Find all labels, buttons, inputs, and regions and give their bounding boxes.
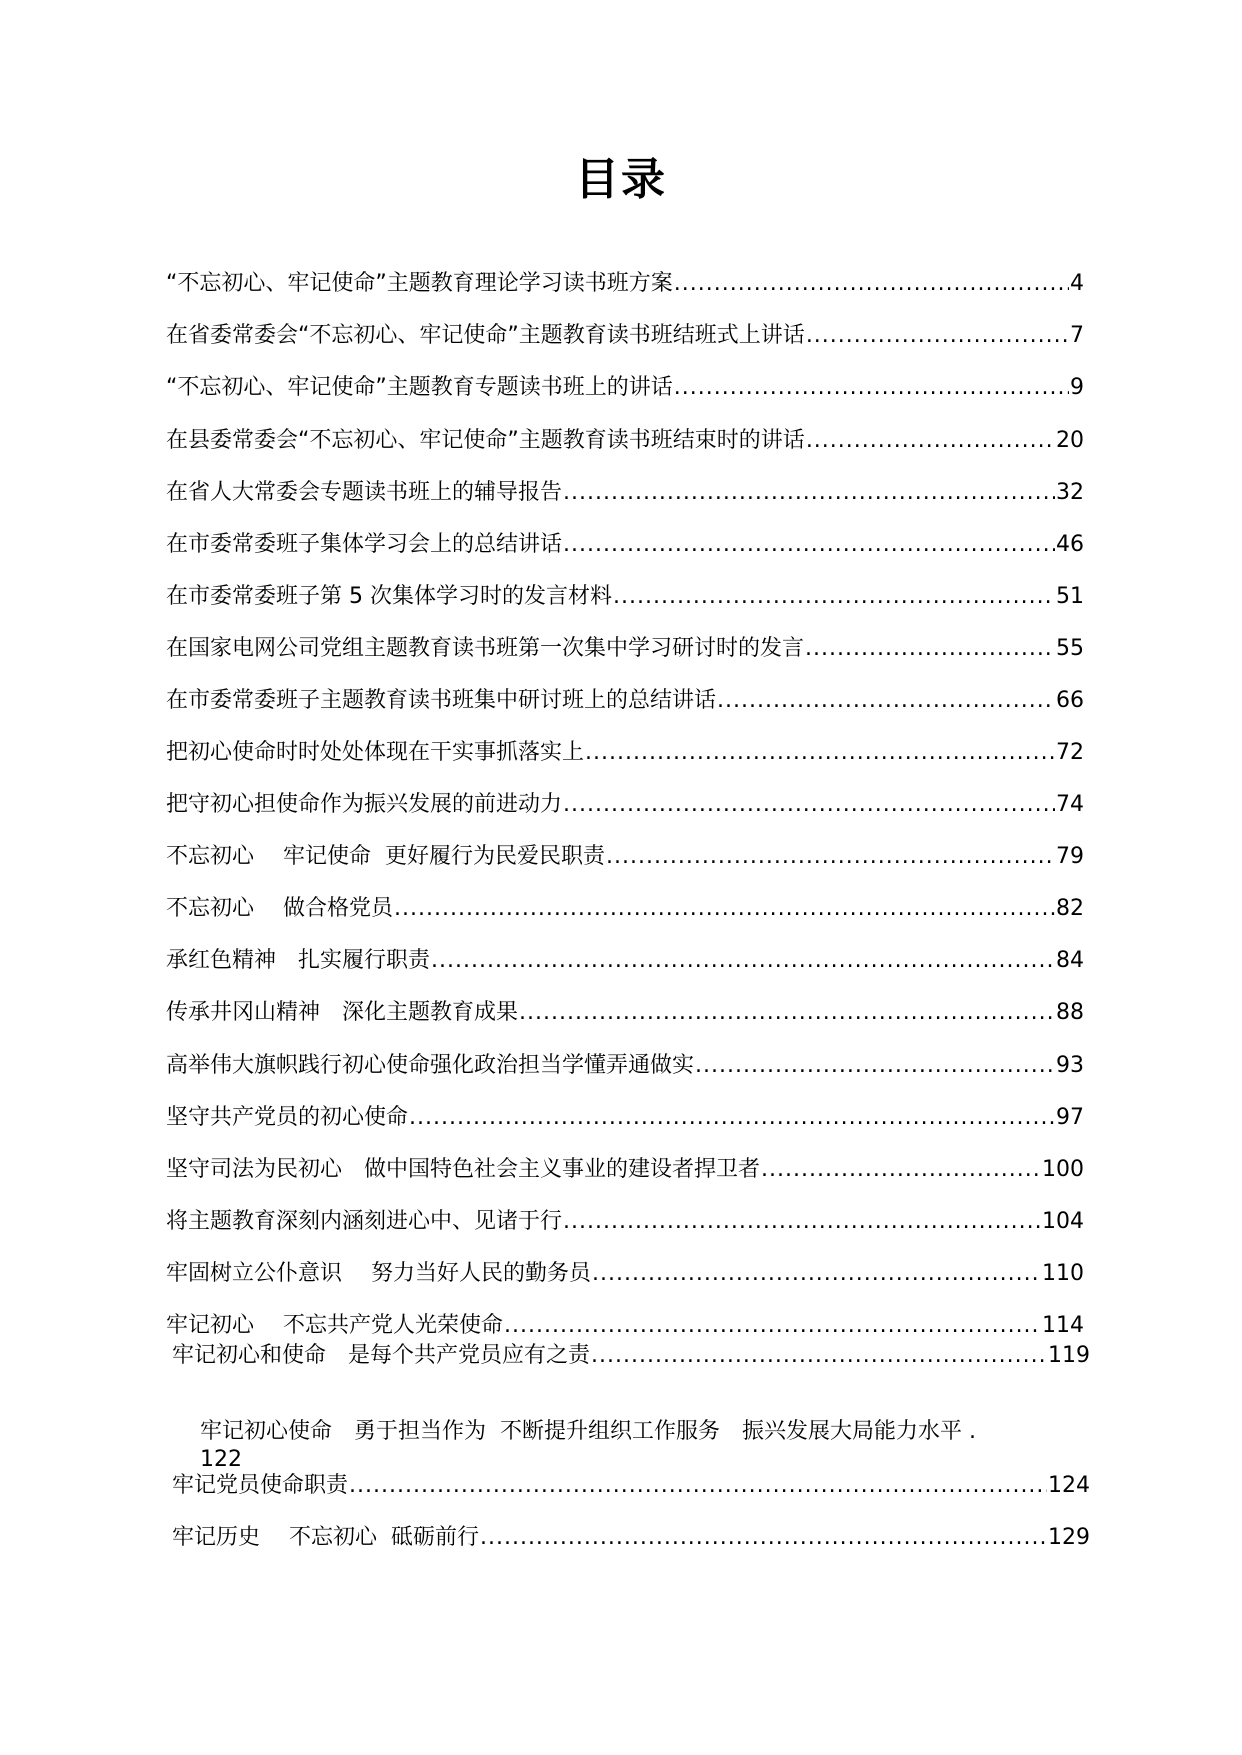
toc-entry-page: 104: [1042, 1209, 1084, 1234]
toc-entry-title: 在市委常委班子集体学习会上的总结讲话: [166, 532, 563, 557]
toc-entry-page: 100: [1042, 1157, 1084, 1182]
toc-entry[interactable]: [166, 630, 1084, 664]
toc-entry[interactable]: [166, 1203, 1084, 1237]
toc-dot-leader: [431, 946, 1055, 976]
toc-entry-title: 把守初心担使命作为振兴发展的前进动力: [166, 792, 563, 817]
toc-dot-leader: [409, 1103, 1055, 1133]
toc-entry-page: 97: [1056, 1105, 1084, 1130]
toc-entry[interactable]: [166, 786, 1084, 820]
toc-entry[interactable]: [166, 1307, 1084, 1341]
toc-entry[interactable]: [166, 265, 1084, 299]
toc-dot-leader: [592, 1259, 1041, 1289]
toc-entry-title: 坚守司法为民初心 做中国特色社会主义事业的建设者捍卫者: [166, 1157, 761, 1182]
toc-entry-title: 不忘初心 做合格党员: [166, 896, 393, 921]
toc-dot-leader: [480, 1523, 1047, 1553]
toc-dot-leader: [394, 894, 1055, 924]
toc-entry[interactable]: [166, 1255, 1084, 1289]
toc-entry-title: 将主题教育深刻内涵刻进心中、见诸于行: [166, 1209, 563, 1234]
toc-entry-title: 在县委常委会“不忘初心、牢记使命”主题教育读书班结束时的讲话: [166, 428, 805, 453]
toc-dot-leader: [761, 1155, 1041, 1185]
toc-entry-page: 9: [1070, 375, 1084, 400]
toc-entry[interactable]: [166, 1099, 1084, 1133]
toc-entry-title: 牢固树立公仆意识 努力当好人民的勤务员: [166, 1261, 591, 1286]
toc-entry-page: 124: [1048, 1473, 1090, 1498]
toc-dot-leader: [563, 478, 1055, 508]
toc-entry[interactable]: [166, 369, 1084, 403]
toc-dot-leader: [806, 321, 1069, 351]
toc-entry-title: 传承井冈山精神 深化主题教育成果: [166, 1000, 519, 1025]
toc-dot-leader: [563, 1207, 1041, 1237]
toc-entry-page: 110: [1042, 1261, 1084, 1286]
toc-entry-title: 牢记初心使命 勇于担当作为 不断提升组织工作服务 振兴发展大局能力水平 .: [199, 1419, 976, 1444]
toc-entry-title: 在市委常委班子主题教育读书班集中研讨班上的总结讲话: [166, 688, 717, 713]
toc-entry[interactable]: [166, 890, 1084, 924]
toc-entry-page: 55: [1056, 636, 1084, 661]
toc-entry-page: 51: [1056, 584, 1084, 609]
toc-dot-leader: [674, 373, 1069, 403]
toc-entry[interactable]: [166, 422, 1084, 456]
page-title: 目录: [575, 154, 667, 205]
toc-entry-page: 74: [1056, 792, 1084, 817]
toc-entry-title: 高举伟大旗帜践行初心使命强化政治担当学懂弄通做实: [166, 1053, 695, 1078]
toc-entry[interactable]: [166, 1047, 1084, 1081]
toc-dot-leader: [613, 582, 1055, 612]
toc-entry[interactable]: [172, 1519, 1090, 1553]
toc-entry[interactable]: [166, 838, 1084, 872]
toc-dot-leader: [585, 738, 1055, 768]
toc-entry[interactable]: [166, 734, 1084, 768]
toc-dot-leader: [349, 1471, 1047, 1501]
toc-entry-title: 不忘初心 牢记使命 更好履行为民爱民职责: [166, 844, 605, 869]
toc-entry-page: 88: [1056, 1000, 1084, 1025]
toc-entry[interactable]: [166, 994, 1084, 1028]
toc-entry[interactable]: [166, 317, 1084, 351]
toc-entry-page: 4: [1070, 271, 1084, 296]
toc-dot-leader: [606, 842, 1055, 872]
toc-dot-leader: [717, 686, 1055, 716]
toc-entry[interactable]: [166, 942, 1084, 976]
toc-entry-title: 承红色精神 扎实履行职责: [166, 948, 431, 973]
toc-entry-page: 7: [1070, 323, 1084, 348]
toc-entry-title: 牢记初心和使命 是每个共产党员应有之责: [172, 1343, 591, 1368]
toc-entry-page: 72: [1056, 740, 1084, 765]
toc-entry-page: 84: [1056, 948, 1084, 973]
toc-dot-leader: [695, 1051, 1055, 1081]
toc-entry[interactable]: [166, 1151, 1084, 1185]
toc-dot-leader: [805, 634, 1055, 664]
toc-entry-title: 牢记历史 不忘初心 砥砺前行: [172, 1525, 479, 1550]
toc-entry-title: 把初心使命时时处处体现在干实事抓落实上: [166, 740, 585, 765]
toc-dot-leader: [563, 530, 1055, 560]
toc-entry-page: 32: [1056, 480, 1084, 505]
toc-entry-title: 牢记初心 不忘共产党人光荣使命: [166, 1313, 503, 1338]
toc-entry[interactable]: [166, 474, 1084, 508]
toc-entry-page: 129: [1048, 1525, 1090, 1550]
toc-entry-title: 坚守共产党员的初心使命: [166, 1105, 409, 1130]
toc-entry-title: 在省委常委会“不忘初心、牢记使命”主题教育读书班结班式上讲话: [166, 323, 805, 348]
toc-entry-page: 114: [1042, 1313, 1084, 1338]
toc-entry-title: 在市委常委班子第 5 次集体学习时的发言材料: [166, 584, 612, 609]
toc-entry-title: 牢记党员使命职责: [172, 1473, 349, 1498]
toc-entry-page: 93: [1056, 1053, 1084, 1078]
toc-entry-page: 79: [1056, 844, 1084, 869]
toc-entry-page: 119: [1048, 1343, 1090, 1368]
toc-entry-title: “不忘初心、牢记使命”主题教育专题读书班上的讲话: [166, 375, 673, 400]
toc-dot-leader: [563, 790, 1055, 820]
toc-entry-title: 在省人大常委会专题读书班上的辅导报告: [166, 480, 563, 505]
toc-entry[interactable]: [166, 682, 1084, 716]
toc-entry-page: 82: [1056, 896, 1084, 921]
toc-entry-page: 46: [1056, 532, 1084, 557]
toc-entry-page: 20: [1056, 428, 1084, 453]
toc-entry-page: 122: [199, 1447, 242, 1472]
toc-dot-leader: [806, 426, 1055, 456]
toc-entry[interactable]: [166, 526, 1084, 560]
toc-entry[interactable]: [172, 1467, 1090, 1501]
toc-entry-title: 在国家电网公司党组主题教育读书班第一次集中学习研讨时的发言: [166, 636, 805, 661]
toc-entry[interactable]: [166, 578, 1084, 612]
toc-entry-title: “不忘初心、牢记使命”主题教育理论学习读书班方案: [166, 271, 673, 296]
toc-dot-leader: [674, 269, 1069, 299]
toc-entry[interactable]: [172, 1337, 1090, 1371]
toc-dot-leader: [519, 998, 1055, 1028]
toc-dot-leader: [591, 1341, 1047, 1371]
toc-entry-page: 66: [1056, 688, 1084, 713]
